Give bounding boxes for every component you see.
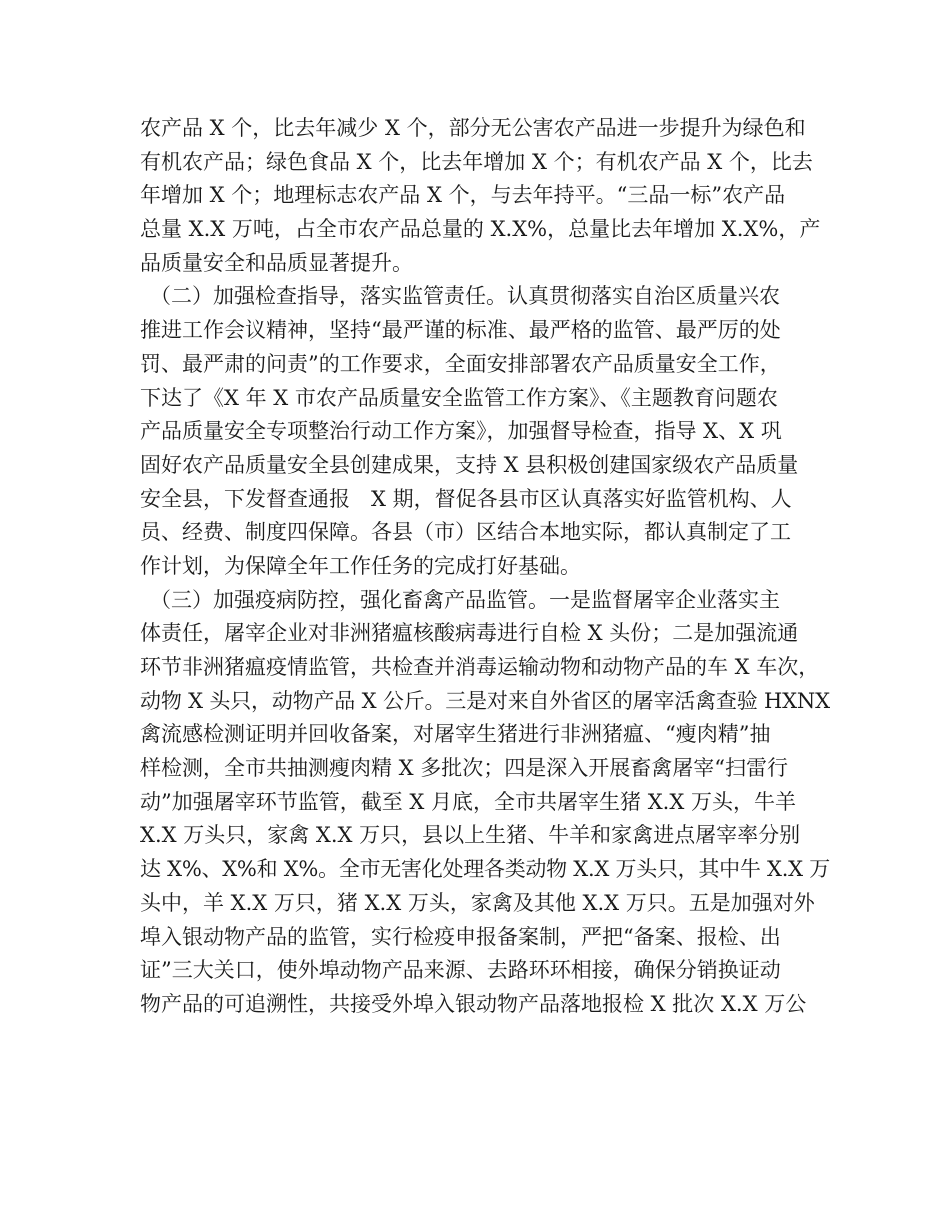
- text-line: 证”三大关口，使外埠动物产品来源、去路环环相接，确保分销换证动: [140, 958, 781, 983]
- text-line: 员、经费、制度四保障。各县（市）区结合本地实际，都认真制定了工: [140, 520, 791, 545]
- text-line: 下达了《X 年 X 市农产品质量安全监管工作方案》、《主题教育问题农: [140, 385, 778, 410]
- paragraph-first-line: （三）加强疫病防控，强化畜禽产品监管。一是监督屠宰企业落实主: [150, 587, 780, 612]
- text-line: 达 X%、X%和 X%。全市无害化处理各类动物 X.X 万头只，其中牛 X.X 万: [140, 857, 830, 882]
- text-line: 体责任，屠宰企业对非洲猪瘟核酸病毒进行自检 X 头份；二是加强流通: [140, 621, 799, 646]
- text-line: 埠入银动物产品的监管，实行检疫申报备案制，严把“备案、报检、出: [140, 924, 781, 949]
- text-line: 头中，羊 X.X 万只，猪 X.X 万头，家禽及其他 X.X 万只。五是加强对外: [140, 890, 815, 915]
- text-line: 农产品 X 个，比去年减少 X 个，部分无公害农产品进一步提升为绿色和: [140, 116, 806, 140]
- text-line: 动物 X 头只，动物产品 X 公斤。三是对来自外省区的屠宰活禽查验 HXNX: [140, 688, 830, 713]
- document-body: [140, 112, 830, 1022]
- text-line: 总量 X.X 万吨，占全市农产品总量的 X.X%，总量比去年增加 X.X%，产: [140, 217, 821, 242]
- text-line: 品质量安全和品质显著提升。: [140, 250, 413, 275]
- text-line: 有机农产品；绿色食品 X 个，比去年增加 X 个；有机农产品 X 个，比去: [140, 149, 813, 174]
- text-line: 年增加 X 个；地理标志农产品 X 个，与去年持平。“三品一标”农产品: [140, 183, 786, 208]
- text-line: 罚、最严肃的问责”的工作要求，全面安排部署农产品质量安全工作，: [140, 351, 781, 376]
- text-line: 安全县，下发督查通报 X 期，督促各县市区认真落实好监管机构、人: [140, 486, 792, 511]
- text-line: X.X 万头只，家禽 X.X 万只，县以上生猪、牛羊和家禽进点屠宰率分别: [140, 823, 801, 848]
- paragraph-first-line: （二）加强检查指导，落实监管责任。认真贯彻落实自治区质量兴农: [150, 284, 780, 309]
- text-line: 产品质量安全专项整治行动工作方案》，加强督导检查，指导 X、X 巩: [140, 419, 782, 444]
- text-line: 样检测，全市共抽测瘦肉精 X 多批次；四是深入开展畜禽屠宰“扫雷行: [140, 756, 789, 781]
- text-line: 禽流感检测证明并回收备案，对屠宰生猪进行非洲猪瘟、“瘦肉精”抽: [140, 722, 771, 747]
- text-line: 作计划，为保障全年工作任务的完成打好基础。: [140, 553, 581, 578]
- text-line: 固好农产品质量安全县创建成果，支持 X 县积极创建国家级农产品质量: [140, 452, 799, 477]
- text-line: 推进工作会议精神，坚持“最严谨的标准、最严格的监管、最严厉的处: [140, 318, 781, 343]
- text-line: 环节非洲猪瘟疫情监管，共检查并消毒运输动物和动物产品的车 X 车次，: [140, 655, 820, 679]
- text-line: 物产品的可追溯性，共接受外埠入银动物产品落地报检 X 批次 X.X 万公: [140, 991, 807, 1016]
- text-line: 动”加强屠宰环节监管，截至 X 月底，全市共屠宰生猪 X.X 万头，牛羊: [140, 789, 796, 814]
